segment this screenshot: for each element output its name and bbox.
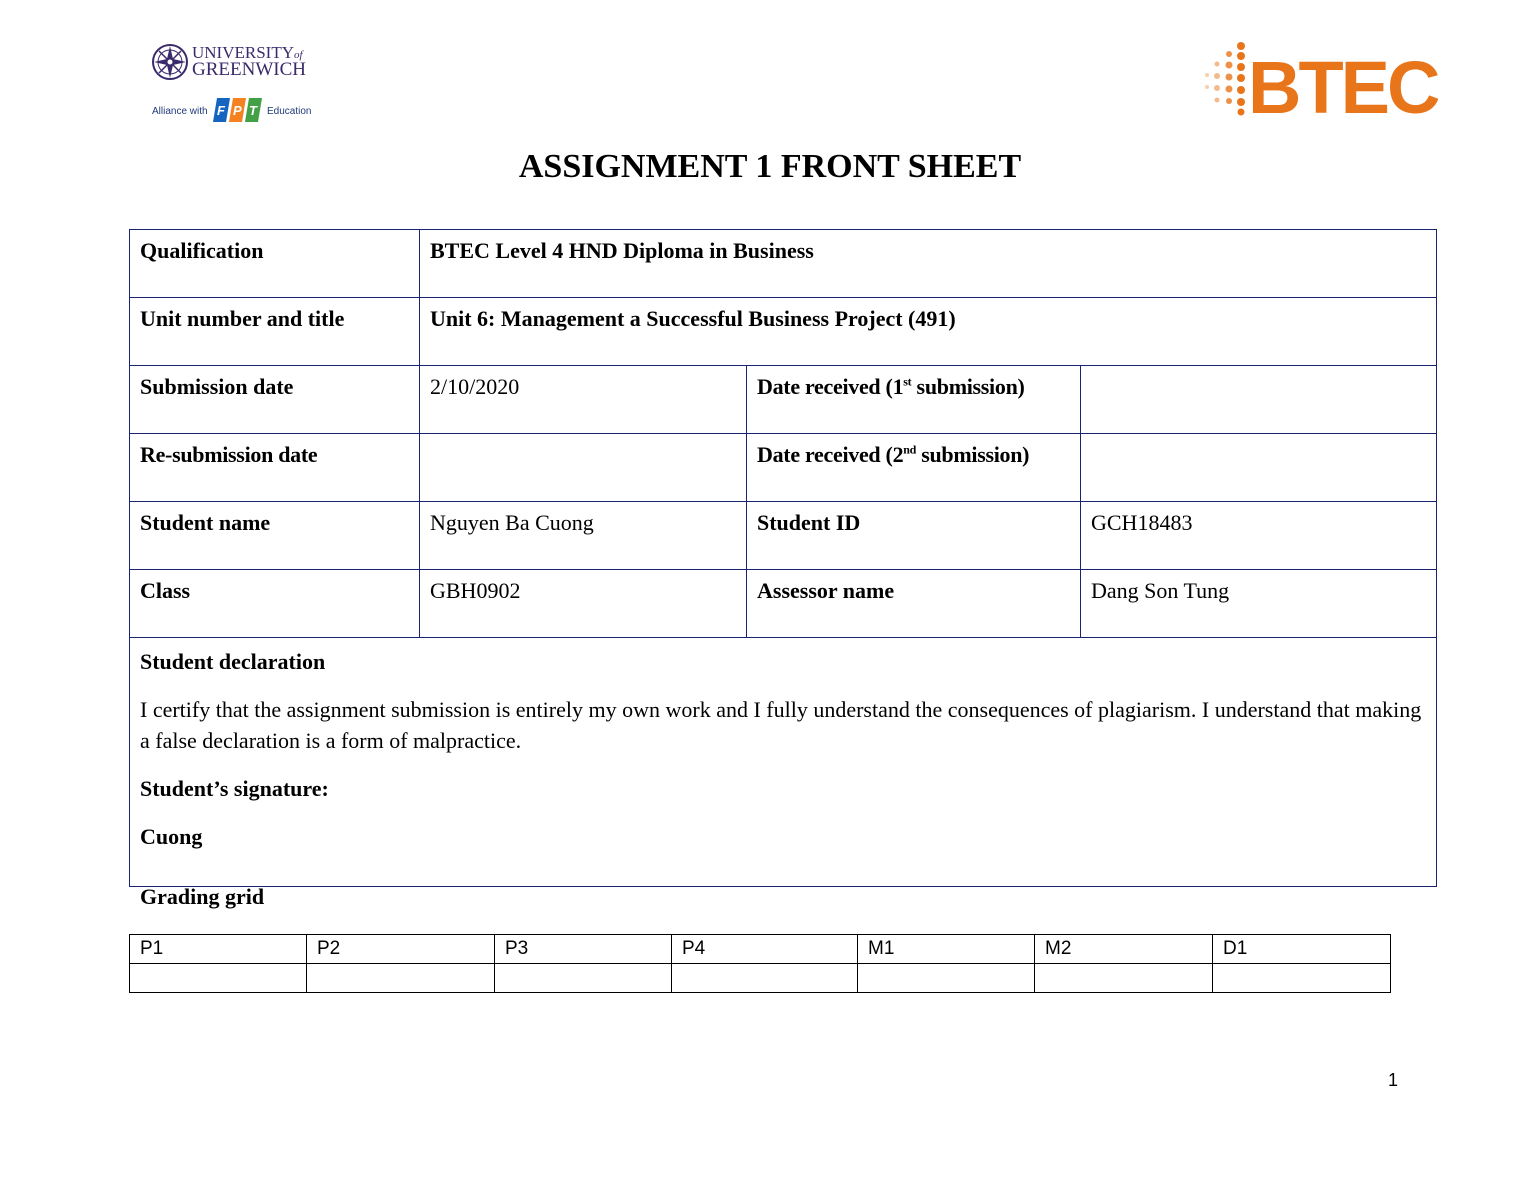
grade-header-p4: P4 bbox=[672, 935, 858, 964]
grading-header-row bbox=[130, 935, 1391, 964]
university-of-greenwich-logo bbox=[150, 40, 312, 128]
grade-header-p1: P1 bbox=[130, 935, 307, 964]
date-received-2-prefix: Date received (2 bbox=[757, 442, 904, 467]
date-received-2-suffix: submission) bbox=[916, 442, 1030, 467]
date-received-2-value bbox=[1081, 434, 1437, 502]
date-received-1-prefix: Date received (1 bbox=[757, 374, 904, 399]
svg-text:F: F bbox=[217, 103, 225, 118]
grade-header-p2: P2 bbox=[307, 935, 495, 964]
date-received-2-label bbox=[747, 434, 1081, 502]
unit-row bbox=[130, 298, 1437, 366]
grading-grid-label: Grading grid bbox=[140, 884, 265, 909]
grade-value-p3 bbox=[495, 964, 672, 993]
submission-date-value: 2/10/2020 bbox=[420, 366, 747, 434]
class-label: Class bbox=[130, 570, 420, 638]
grade-header-d1: D1 bbox=[1213, 935, 1391, 964]
declaration-row bbox=[130, 638, 1437, 887]
class-value: GBH0902 bbox=[420, 570, 747, 638]
qualification-label: Qualification bbox=[130, 230, 420, 298]
submission-date-label: Submission date bbox=[130, 366, 420, 434]
student-name-value: Nguyen Ba Cuong bbox=[420, 502, 747, 570]
svg-text:P: P bbox=[233, 103, 242, 118]
grade-header-m2: M2 bbox=[1035, 935, 1213, 964]
greenwich-wordmark: GREENWICH bbox=[192, 59, 306, 80]
alliance-suffix: Education bbox=[267, 106, 312, 117]
resubmission-row bbox=[130, 434, 1437, 502]
grade-value-p4 bbox=[672, 964, 858, 993]
unit-value: Unit 6: Management a Successful Business Project (491) bbox=[420, 298, 1437, 366]
page-number: 1 bbox=[1388, 1070, 1399, 1090]
compass-emblem-icon bbox=[153, 45, 187, 79]
declaration-heading: Student declaration bbox=[140, 649, 326, 674]
grade-header-p3: P3 bbox=[495, 935, 672, 964]
student-name-label: Student name bbox=[130, 502, 420, 570]
assessor-value: Dang Son Tung bbox=[1081, 570, 1437, 638]
grade-value-p2 bbox=[307, 964, 495, 993]
grade-header-m1: M1 bbox=[858, 935, 1035, 964]
qualification-value: BTEC Level 4 HND Diploma in Business bbox=[420, 230, 1437, 298]
resubmission-label: Re-submission date bbox=[130, 434, 420, 502]
resubmission-value bbox=[420, 434, 747, 502]
signature-label: Student’s signature: bbox=[140, 776, 329, 801]
date-received-1-suffix: submission) bbox=[911, 374, 1025, 399]
btec-dots-icon bbox=[1205, 42, 1245, 116]
declaration-cell bbox=[130, 638, 1437, 887]
page-title: ASSIGNMENT 1 FRONT SHEET bbox=[518, 148, 1022, 185]
date-received-1-sup: st bbox=[903, 374, 912, 389]
submission-date-row bbox=[130, 366, 1437, 434]
university-of-word: of bbox=[294, 49, 303, 61]
grading-value-row bbox=[130, 964, 1391, 993]
btec-wordmark: BTEC bbox=[1248, 46, 1438, 118]
qualification-row bbox=[130, 230, 1437, 298]
date-received-2-sup: nd bbox=[903, 442, 917, 457]
signature-value: Cuong bbox=[140, 824, 203, 849]
btec-logo bbox=[1203, 40, 1438, 118]
university-wordmark: UNIVERSITY bbox=[192, 43, 294, 62]
student-row bbox=[130, 502, 1437, 570]
grade-value-m2 bbox=[1035, 964, 1213, 993]
declaration-text: I certify that the assignment submission is entirely my own work and I fully understand the consequences of plagiarism. I understand that making a false declaration is a form of malpractice. bbox=[140, 697, 1422, 753]
student-id-value: GCH18483 bbox=[1081, 502, 1437, 570]
class-row bbox=[130, 570, 1437, 638]
fpt-logo-icon bbox=[213, 98, 262, 122]
grade-value-d1 bbox=[1213, 964, 1391, 993]
assessor-label: Assessor name bbox=[747, 570, 1081, 638]
unit-label: Unit number and title bbox=[130, 298, 420, 366]
date-received-1-value bbox=[1081, 366, 1437, 434]
grade-value-p1 bbox=[130, 964, 307, 993]
alliance-prefix: Alliance with bbox=[152, 106, 208, 117]
date-received-1-label bbox=[747, 366, 1081, 434]
student-id-label: Student ID bbox=[747, 502, 1081, 570]
grading-grid-table bbox=[129, 934, 1391, 993]
svg-text:T: T bbox=[249, 103, 257, 118]
front-sheet-table bbox=[129, 229, 1437, 887]
grade-value-m1 bbox=[858, 964, 1035, 993]
